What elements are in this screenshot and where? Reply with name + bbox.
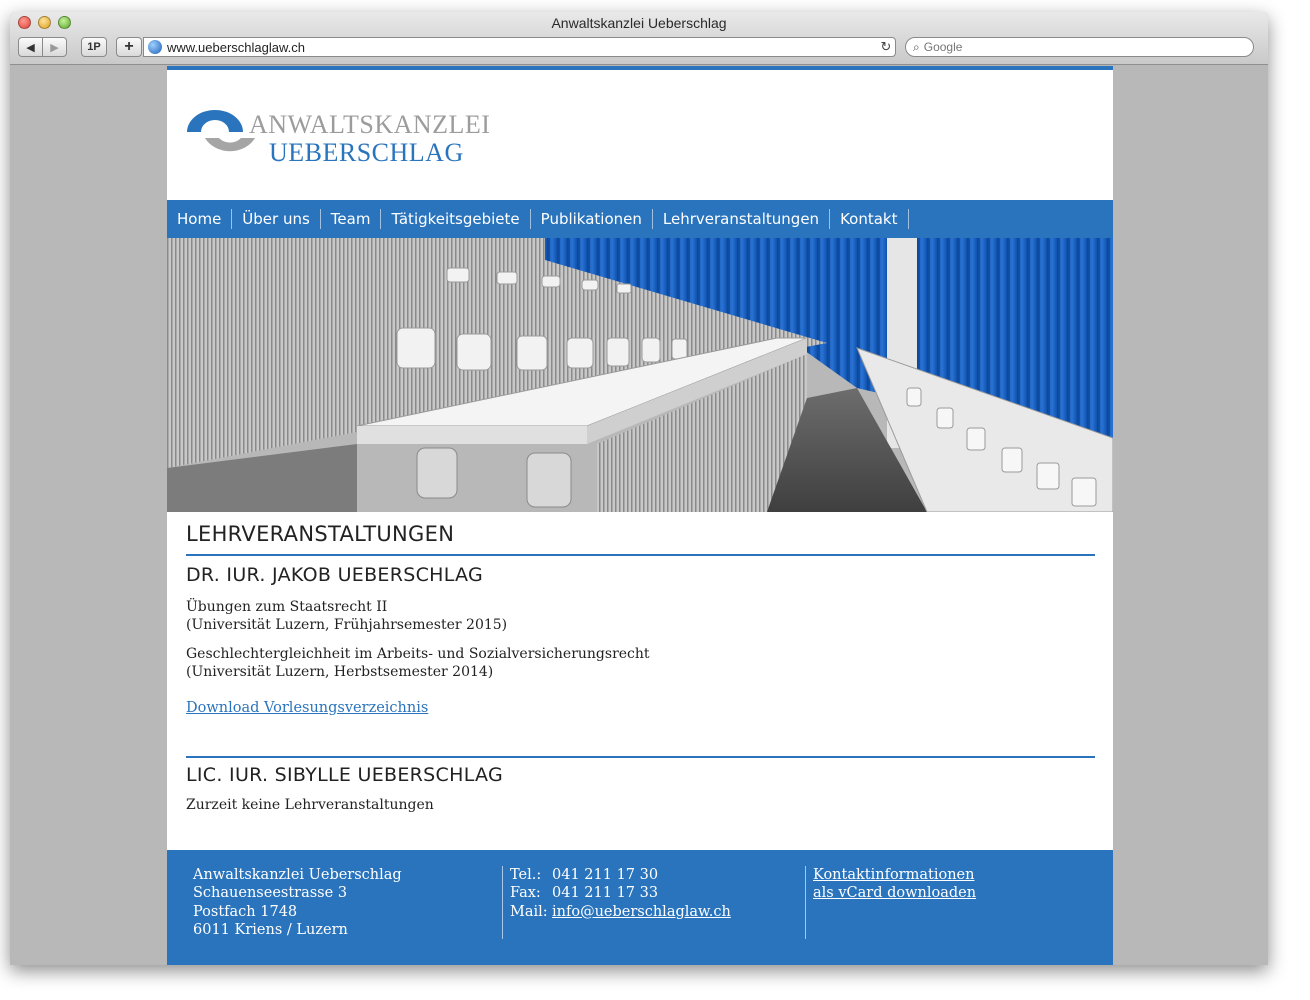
footer-mail-label: Mail:	[510, 903, 548, 920]
footer-tel-value: 041 211 17 30	[552, 867, 659, 883]
site-logo[interactable]	[185, 108, 491, 168]
course-1-details: (Universität Luzern, Frühjahrsemester 2015)	[186, 617, 508, 633]
footer-address-line: Postfach 1748	[193, 903, 298, 920]
course-2-title: Geschlechtergleichheit im Arbeits- und Sozialversicherungsrecht	[186, 646, 650, 662]
site-footer	[167, 850, 1113, 965]
footer-fax-value: 041 211 17 33	[552, 885, 659, 902]
page-title: LEHRVERANSTALTUNGEN	[186, 522, 1095, 556]
url-text[interactable]: www.ueberschlaglaw.ch	[167, 39, 306, 55]
window-title: Anwaltskanzlei Ueberschlag	[551, 15, 727, 31]
browser-toolbar	[10, 12, 1268, 65]
forward-button[interactable]	[42, 37, 67, 57]
back-button[interactable]	[18, 37, 43, 57]
add-bookmark-button[interactable]: +	[116, 37, 142, 57]
footer-mail-row	[510, 903, 731, 921]
nav-item-publikationen[interactable]: Publikationen	[531, 209, 653, 229]
logo-emblem-icon	[185, 108, 255, 168]
forward-arrow-icon: ▶	[50, 41, 59, 54]
lecture-hall-illustration	[167, 238, 1113, 512]
course-1-title: Übungen zum Staatsrecht II	[186, 599, 388, 615]
nav-item-team[interactable]: Team	[321, 209, 382, 229]
section-divider	[186, 756, 1095, 758]
footer-fax-row	[510, 884, 731, 902]
nav-item-ueber-uns[interactable]: Über uns	[232, 209, 321, 229]
logo-line-2: UEBERSCHLAG	[269, 138, 464, 167]
nav-item-lehrveranstaltungen[interactable]: Lehrveranstaltungen	[653, 209, 830, 229]
hero-image-lecture-hall	[167, 238, 1113, 512]
nav-item-home[interactable]: Home	[167, 209, 232, 229]
course-2-details: (Universität Luzern, Herbstsemester 2014)	[186, 664, 494, 680]
vcard-download-link-line-1[interactable]: Kontaktinformationen	[813, 867, 975, 883]
address-bar[interactable]	[143, 37, 896, 57]
section-title-sibylle: LIC. IUR. SIBYLLE UEBERSCHLAG	[186, 764, 504, 786]
vcard-download-link-line-2[interactable]: als vCard downloaden	[813, 885, 977, 902]
web-page	[167, 66, 1113, 965]
footer-vcard	[805, 866, 976, 939]
reload-icon[interactable]: ↻	[880, 39, 892, 55]
footer-address-line: Anwaltskanzlei Ueberschlag	[193, 867, 402, 883]
globe-icon	[148, 40, 162, 54]
no-courses-note: Zurzeit keine Lehrveranstaltungen	[186, 797, 434, 813]
footer-mail-link[interactable]: info@ueberschlaglaw.ch	[552, 903, 731, 920]
search-placeholder: Google	[923, 40, 963, 54]
footer-tel-label: Tel.:	[510, 867, 542, 883]
section-title-jakob: DR. IUR. JAKOB UEBERSCHLAG	[186, 564, 484, 586]
main-content	[186, 522, 1095, 814]
footer-address-line: 6011 Kriens / Luzern	[193, 922, 348, 939]
search-field[interactable]	[905, 37, 1254, 57]
footer-tel-row	[510, 866, 731, 884]
browser-window	[10, 12, 1268, 965]
nav-item-taetigkeitsgebiete[interactable]: Tätigkeitsgebiete	[381, 209, 530, 229]
search-icon: ⌕	[913, 39, 920, 54]
footer-fax-label: Fax:	[510, 885, 541, 902]
onepassword-button[interactable]: 1P	[81, 37, 107, 57]
footer-address-line: Schauenseestrasse 3	[193, 885, 348, 902]
download-course-catalog-link[interactable]: Download Vorlesungsverzeichnis	[186, 700, 429, 716]
logo-line-1: ANWALTSKANZLEI	[249, 110, 491, 139]
nav-item-kontakt[interactable]: Kontakt	[830, 209, 908, 229]
footer-contact	[502, 866, 731, 939]
back-arrow-icon: ◀	[26, 41, 35, 54]
footer-address	[193, 866, 402, 940]
main-navigation	[167, 200, 1113, 238]
